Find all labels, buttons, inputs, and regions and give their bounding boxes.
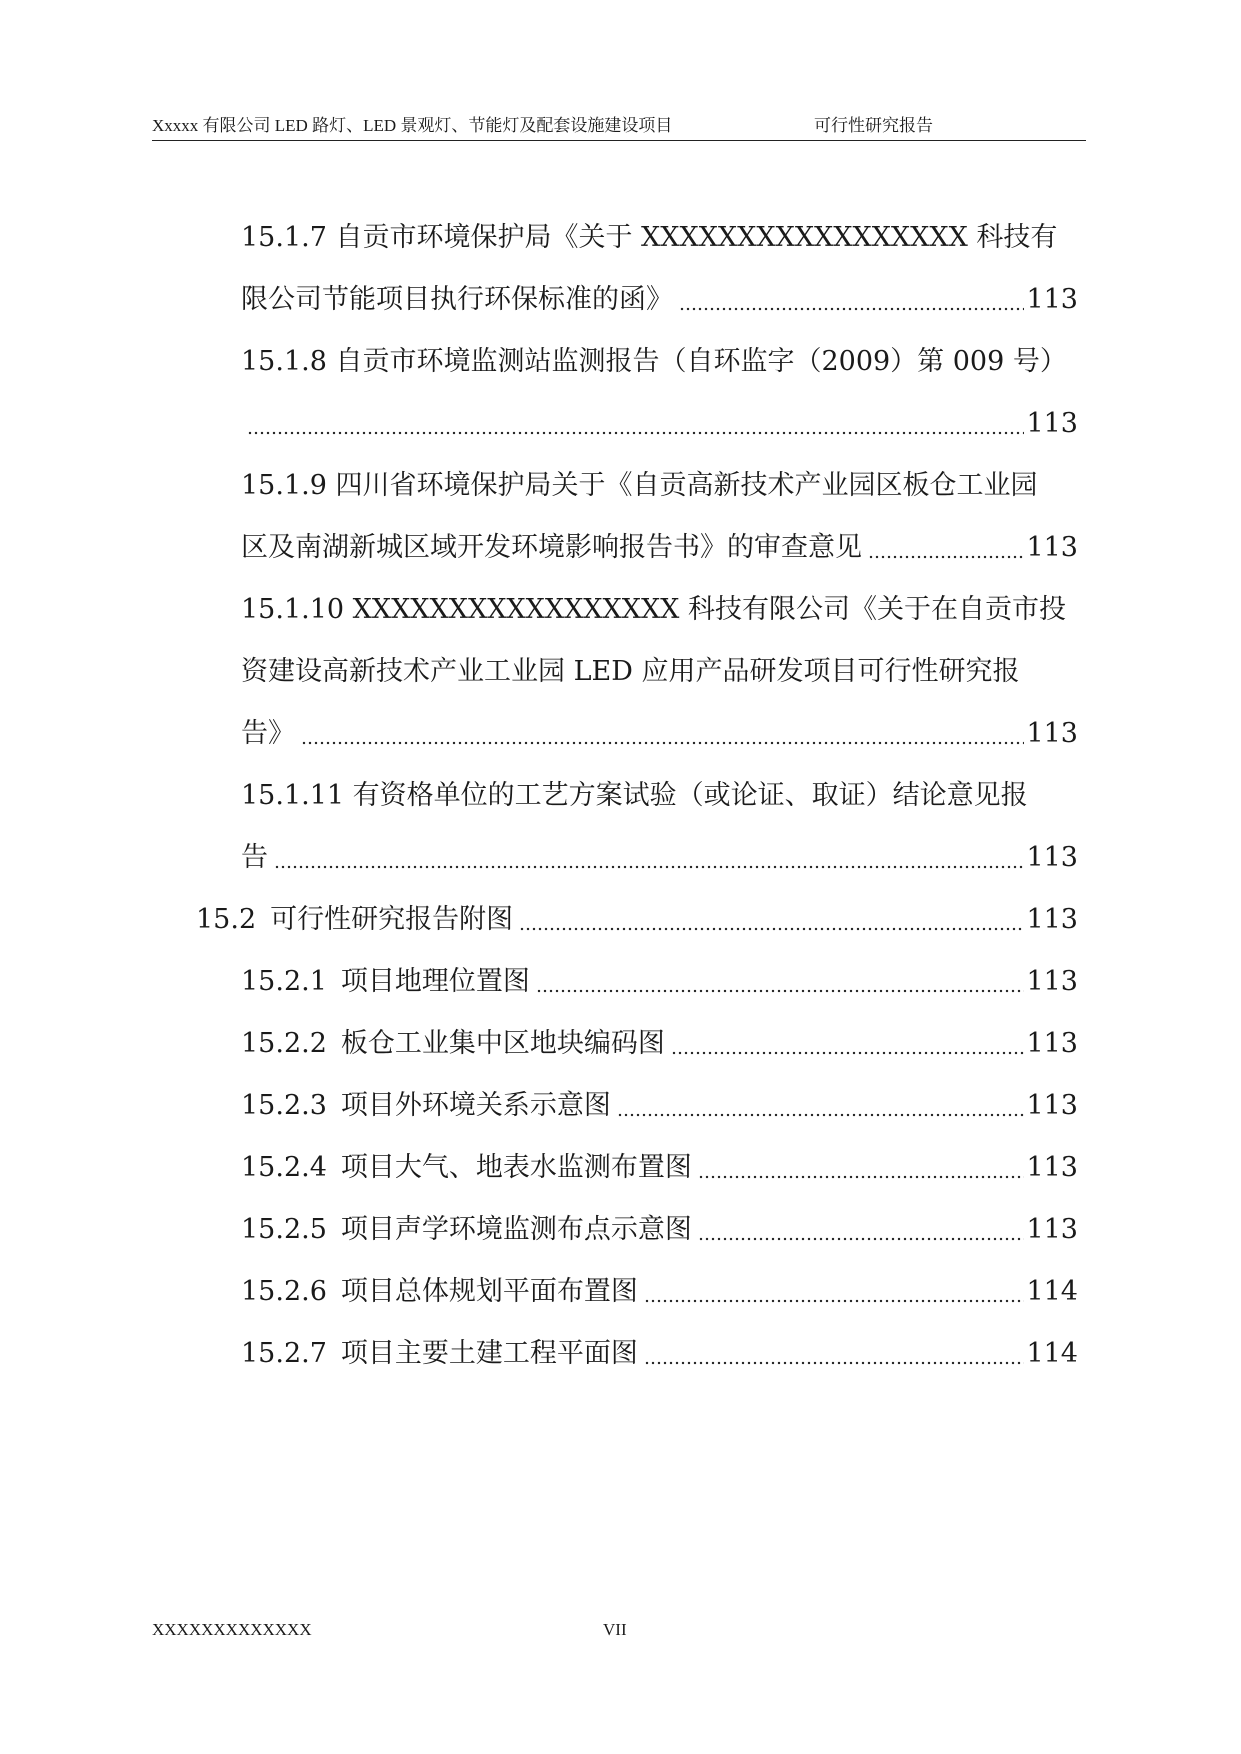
toc-leader-dots	[868, 555, 1024, 559]
toc-entry-number: 15.2.7	[241, 1338, 327, 1369]
footer-page-number: VII	[603, 1620, 627, 1639]
toc-leader-dots	[617, 1113, 1025, 1117]
toc-entry-15-1-7-line2[interactable]	[241, 280, 1078, 320]
toc-entry-number: 15.2.4	[241, 1152, 327, 1183]
toc-page-number: 113	[1026, 1090, 1078, 1121]
toc-entry-15-1-9-line1[interactable]	[241, 466, 1078, 506]
toc-entry-15-2-7[interactable]	[241, 1334, 1078, 1374]
toc-entry-title: 板仓工业集中区地块编码图	[340, 1028, 665, 1059]
toc-entry-15-2-6[interactable]	[241, 1272, 1078, 1312]
toc-entry-title: 项目地理位置图	[340, 966, 530, 997]
toc-page-number: 113	[1026, 966, 1078, 997]
header-report-title: 可行性研究报告	[814, 116, 933, 135]
toc-leader-dots	[247, 431, 1024, 435]
toc-page-number: 113	[1026, 904, 1078, 935]
toc-entry-title: 项目大气、地表水监测布置图	[340, 1152, 692, 1183]
toc-entry-title: 项目声学环境监测布点示意图	[340, 1214, 692, 1245]
toc-entry-number: 15.2.1	[241, 966, 327, 997]
toc-entry-text: 15.1.10 XXXXXXXXXXXXXXXXX 科技有限公司《关于在自贡市投	[241, 594, 1066, 625]
toc-page-number: 114	[1026, 1276, 1078, 1307]
toc-entry-15-1-8-line2[interactable]	[241, 404, 1078, 444]
toc-page-number: 113	[1026, 532, 1078, 563]
header-project-title: Xxxxx 有限公司 LED 路灯、LED 景观灯、节能灯及配套设施建设项目	[152, 116, 673, 135]
toc-entry-text: 告》	[241, 718, 295, 749]
toc-entry-text: 资建设高新技术产业工业园 LED 应用产品研发项目可行性研究报	[241, 656, 1020, 687]
toc-entry-title: 可行性研究报告附图	[270, 904, 514, 935]
toc-page-number: 113	[1026, 1152, 1078, 1183]
toc-entry-15-1-9-line2[interactable]	[241, 528, 1078, 568]
toc-entry-title: 项目外环境关系示意图	[340, 1090, 611, 1121]
toc-entry-text: 告	[241, 842, 268, 873]
toc-entry-15-2-5[interactable]	[241, 1210, 1078, 1250]
footer-company: XXXXXXXXXXXXX	[152, 1620, 312, 1639]
toc-entry-15-2-2[interactable]	[241, 1024, 1078, 1064]
toc-leader-dots	[644, 1361, 1025, 1365]
toc-page-number: 113	[1026, 1214, 1078, 1245]
toc-leader-dots	[301, 741, 1024, 745]
toc-page-number: 113	[1026, 284, 1078, 315]
toc-entry-text: 15.1.9 四川省环境保护局关于《自贡高新技术产业园区板仓工业园	[241, 470, 1038, 501]
toc-leader-dots	[698, 1237, 1025, 1241]
toc-entry-number: 15.2.6	[241, 1276, 327, 1307]
toc-entry-15-1-10-line2[interactable]	[241, 652, 1078, 692]
toc-page-number: 113	[1026, 842, 1078, 873]
toc-leader-dots	[274, 865, 1024, 869]
toc-leader-dots	[671, 1051, 1025, 1055]
toc-entry-title: 项目主要土建工程平面图	[340, 1338, 638, 1369]
toc-leader-dots	[679, 307, 1024, 311]
toc-entry-15-2[interactable]	[196, 900, 1078, 940]
toc-entry-text: 15.1.7 自贡市环境保护局《关于 XXXXXXXXXXXXXXXXX 科技有	[241, 222, 1058, 253]
toc-leader-dots	[698, 1175, 1025, 1179]
toc-entry-text: 15.1.8 自贡市环境监测站监测报告（自环监字（2009）第 009 号）	[241, 346, 1067, 377]
toc-entry-number: 15.2.5	[241, 1214, 327, 1245]
toc-entry-15-1-10-line3[interactable]	[241, 714, 1078, 754]
toc-entry-15-1-10-line1[interactable]	[241, 590, 1078, 630]
toc-entry-15-1-7-line1[interactable]	[241, 218, 1078, 258]
toc-page-number: 113	[1026, 408, 1078, 439]
page-footer	[152, 1620, 1086, 1644]
toc-entry-text: 限公司节能项目执行环保标准的函》	[241, 284, 673, 315]
toc-page-number: 113	[1026, 1028, 1078, 1059]
toc-page-number: 114	[1026, 1338, 1078, 1369]
page-header	[152, 112, 1086, 141]
toc-leader-dots	[536, 989, 1025, 993]
toc-entry-title: 项目总体规划平面布置图	[340, 1276, 638, 1307]
toc-entry-number: 15.2.2	[241, 1028, 327, 1059]
toc-page-number: 113	[1026, 718, 1078, 749]
toc-leader-dots	[644, 1299, 1025, 1303]
toc-entry-text: 区及南湖新城区域开发环境影响报告书》的审查意见	[241, 532, 862, 563]
toc-entry-15-2-3[interactable]	[241, 1086, 1078, 1126]
toc-entry-15-2-4[interactable]	[241, 1148, 1078, 1188]
toc-entry-15-1-8-line1[interactable]	[241, 342, 1078, 382]
toc-entry-text: 15.1.11 有资格单位的工艺方案试验（或论证、取证）结论意见报	[241, 780, 1028, 811]
toc-entry-15-2-1[interactable]	[241, 962, 1078, 1002]
toc-entry-number: 15.2	[196, 904, 257, 935]
toc-entry-15-1-11-line1[interactable]	[241, 776, 1078, 816]
toc-leader-dots	[519, 927, 1024, 931]
toc-entry-number: 15.2.3	[241, 1090, 327, 1121]
toc-entry-15-1-11-line2[interactable]	[241, 838, 1078, 878]
